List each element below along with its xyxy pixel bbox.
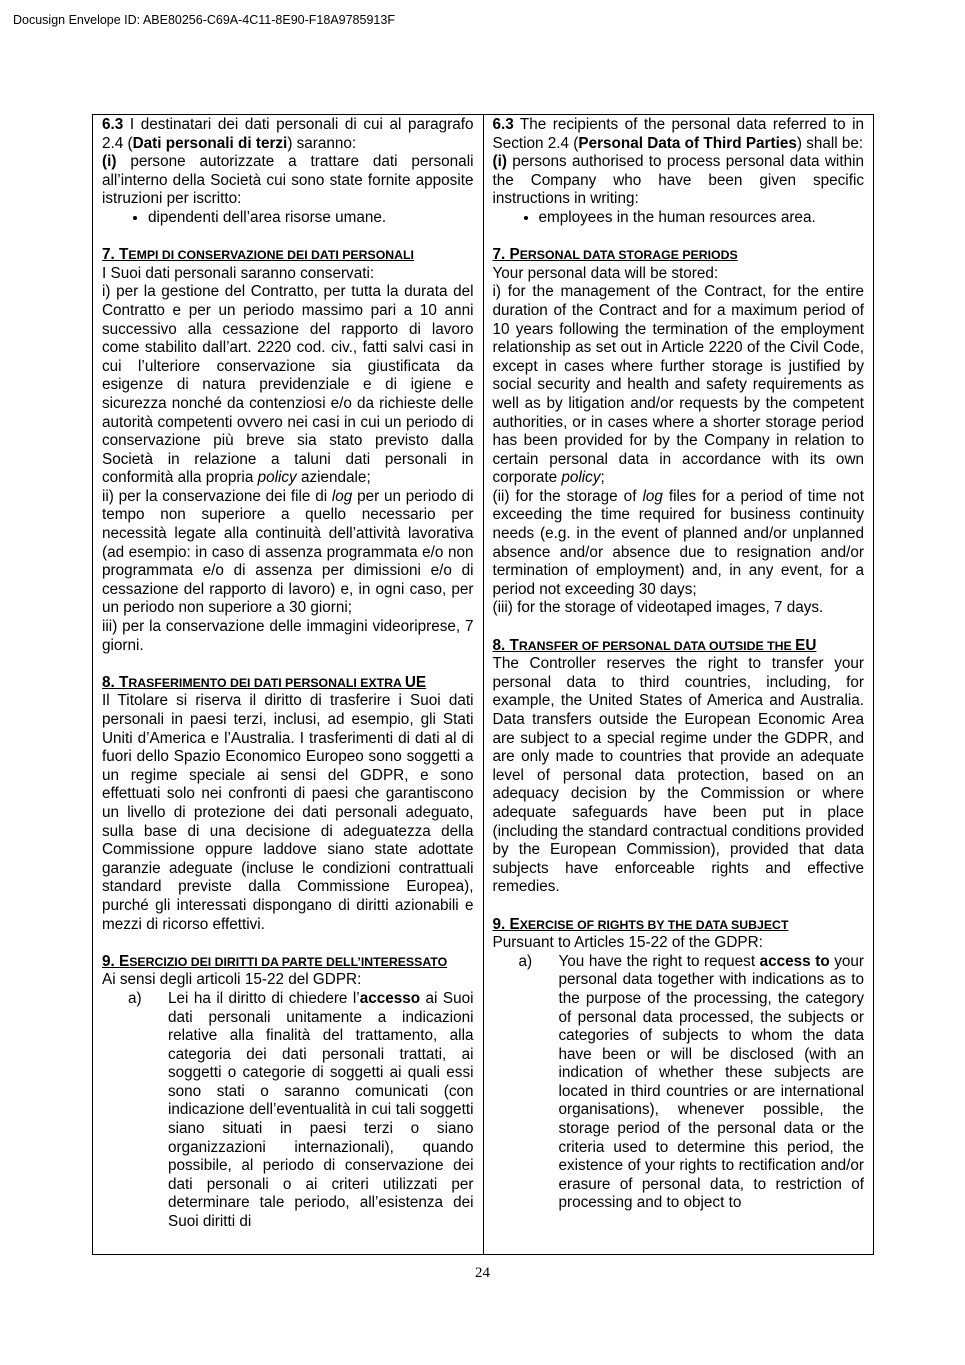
list-item: • dipendenti dell’area risorse umane. — [148, 209, 474, 228]
it-section-6-3-i: (i) persone autorizzate a trattare dati personali all’interno della Società cui sono state fornite apposite istruzioni per iscritto: — [102, 153, 474, 208]
en-heading-9: 9. EXERCISE OF RIGHTS BY THE DATA SUBJECT — [492, 915, 789, 933]
en-7-item-i: i) for the management of the Contract, for the entire duration of the Contract and for a maximum period of 10 years following the termination of the employment relationship as set out in Article 2220 of the Civil Code, except in cases where further storage is justified by social security and health and safety requirements as well as by litigation and/or requests by the competent authorities, or in cases where a shorter storage period has been provided for by the Company in relation to certain personal data in accordance with its own corporate policy; — [492, 283, 864, 487]
en-7-item-iii: (iii) for the storage of videotaped images, 7 days. — [492, 599, 824, 617]
en-heading-7: 7. PERSONAL DATA STORAGE PERIODS — [492, 246, 738, 264]
it-section-6-3: 6.3 I destinatari dei dati personali di cui al paragrafo 2.4 (Dati personali di terzi) saranno: — [102, 116, 474, 152]
it-7-item-i: i) per la gestione del Contratto, per tutta la durata del Contratto e per un periodo massimo pari a 10 anni successivo alla cessazione del rapporto di lavoro come stabilito dall’art. 2220 cod. civ., fatti salvi casi in cui l’ulteriore conservazione sia giustificata da esigenze di natura previdenziale e di igiene e sicurezza nonché da contenziosi e/o da richieste delle autorità competenti ovvero nei casi in cui un periodo di conservazione più breve sia stato previsto dalla Società in relazione a taluni dati personali in conformità alla propria policy aziendale; — [102, 283, 474, 487]
en-9-intro: Pursuant to Articles 15-22 of the GDPR: — [492, 934, 763, 952]
it-rights-list — [102, 990, 474, 1232]
list-item: • employees in the human resources area. — [539, 209, 865, 228]
bilingual-table — [92, 114, 874, 1255]
it-heading-8: 8. TRASFERIMENTO DEI DATI PERSONALI EXTRA UE — [102, 673, 427, 691]
en-8-body: The Controller reserves the right to transfer your personal data to third countries, including, for example, the United States of America and Australia. Data transfers outside the European Economic Area are subject to a special regime under the GDPR, and are only made to countries that provide an adequate level of personal data protection, based on an adequacy decision by the Commission or where adequate safeguards have been put in place (including the standard contractual conditions provided by the European Commission), provided that data subjects have enforceable rights and effective remedies. — [492, 655, 864, 896]
it-8-body: Il Titolare si riserva il diritto di trasferire i Suoi dati personali in paesi terzi, inclusi, ad esempio, gli Stati Uniti d’America e l’Australia. I trasferimenti di dati al di fuori dello Spazio Economico Europeo sono soggetti a un regime speciale ai sensi del GDPR, e sono effettuati solo nei confronti di paesi che garantiscono un livello di protezione dei dati personali adeguato, sulla base di una decisione di adeguatezza della Commissione oppure laddove siano state adottate garanzie adeguate (incluse le condizioni contrattuali standard previste dalla Commissione Europea), purché gli interessati dispongano di diritti azionabili e mezzi di ricorso effettivi. — [102, 692, 474, 933]
en-7-intro: Your personal data will be stored: — [492, 264, 719, 282]
it-bullet-list — [102, 209, 474, 228]
envelope-id: Docusign Envelope ID: ABE80256-C69A-4C11-8E90-F18A9785913F — [13, 13, 395, 27]
en-section-6-3-i: (i) persons authorised to process personal data within the Company who have been given specific instructions in writing: — [492, 153, 864, 208]
it-9-intro: Ai sensi degli articoli 15-22 del GDPR: — [102, 971, 362, 989]
it-heading-9: 9. ESERCIZIO DEI DIRITTI DA PARTE DELL’INTERESSATO — [102, 952, 448, 970]
list-item: a) Lei ha il diritto di chiedere l’accesso ai Suoi dati personali unitamente a indicazioni relative alla finalità del trattamento, alla categoria dei dati personali trattati, ai soggetti o categorie di soggetti ai quali essi sono stati o saranno comunicati (con indicazione dell’eventualità in cui tali soggetti siano situati in paesi terzi o siano organizzazioni internazionali), quando possibile, al periodo di conservazione dei dati personali o ai criteri utilizzati per determinare tale periodo, all’esistenza dei Suoi diritti di — [128, 989, 474, 1231]
en-heading-8: 8. TRANSFER OF PERSONAL DATA OUTSIDE THE EU — [492, 636, 817, 654]
it-7-item-iii: iii) per la conservazione delle immagini videoriprese, 7 giorni. — [102, 618, 474, 654]
en-section-6-3: 6.3 The recipients of the personal data referred to in Section 2.4 (Personal Data of Third Parties) shall be: — [492, 116, 864, 152]
italian-column — [93, 115, 484, 1255]
english-column — [483, 115, 874, 1255]
en-rights-list — [493, 953, 865, 1213]
it-7-item-ii: ii) per la conservazione dei file di log per un periodo di tempo non superiore a quello necessario per necessità legate alla continuità dell’attività lavorativa (ad esempio: in caso di assenza programmata e/o non programmata e/o di assenza per dimissioni e/o di cessazione del rapporto di lavoro) e, in ogni caso, per un periodo non superiore a 30 giorni; — [102, 487, 474, 617]
it-heading-7: 7. TEMPI DI CONSERVAZIONE DEI DATI PERSONALI — [102, 246, 414, 264]
en-bullet-list — [493, 209, 865, 228]
it-7-intro: I Suoi dati personali saranno conservati: — [102, 264, 375, 282]
list-item: a) You have the right to request access to your personal data together with indications as to the purpose of the processing, the category of personal data processed, the subjects or categories of subjects to whom the data have been or will be disclosed (with an indication of whether these subjects are located in third countries or are international organisations), whenever possible, the storage period of the personal data or the criteria used to determine this period, the existence of your rights to rectification and/or erasure of personal data, to restriction of processing and to object to — [518, 952, 864, 1212]
en-7-item-ii: (ii) for the storage of log files for a period of time not exceeding the time required for business continuity needs (e.g. in the event of planned and/or unplanned absence and/or absence due to resignation and/or termination of employment) and, in any event, for a period not exceeding 30 days; — [492, 487, 864, 598]
page-number: 24 — [475, 1265, 490, 1281]
